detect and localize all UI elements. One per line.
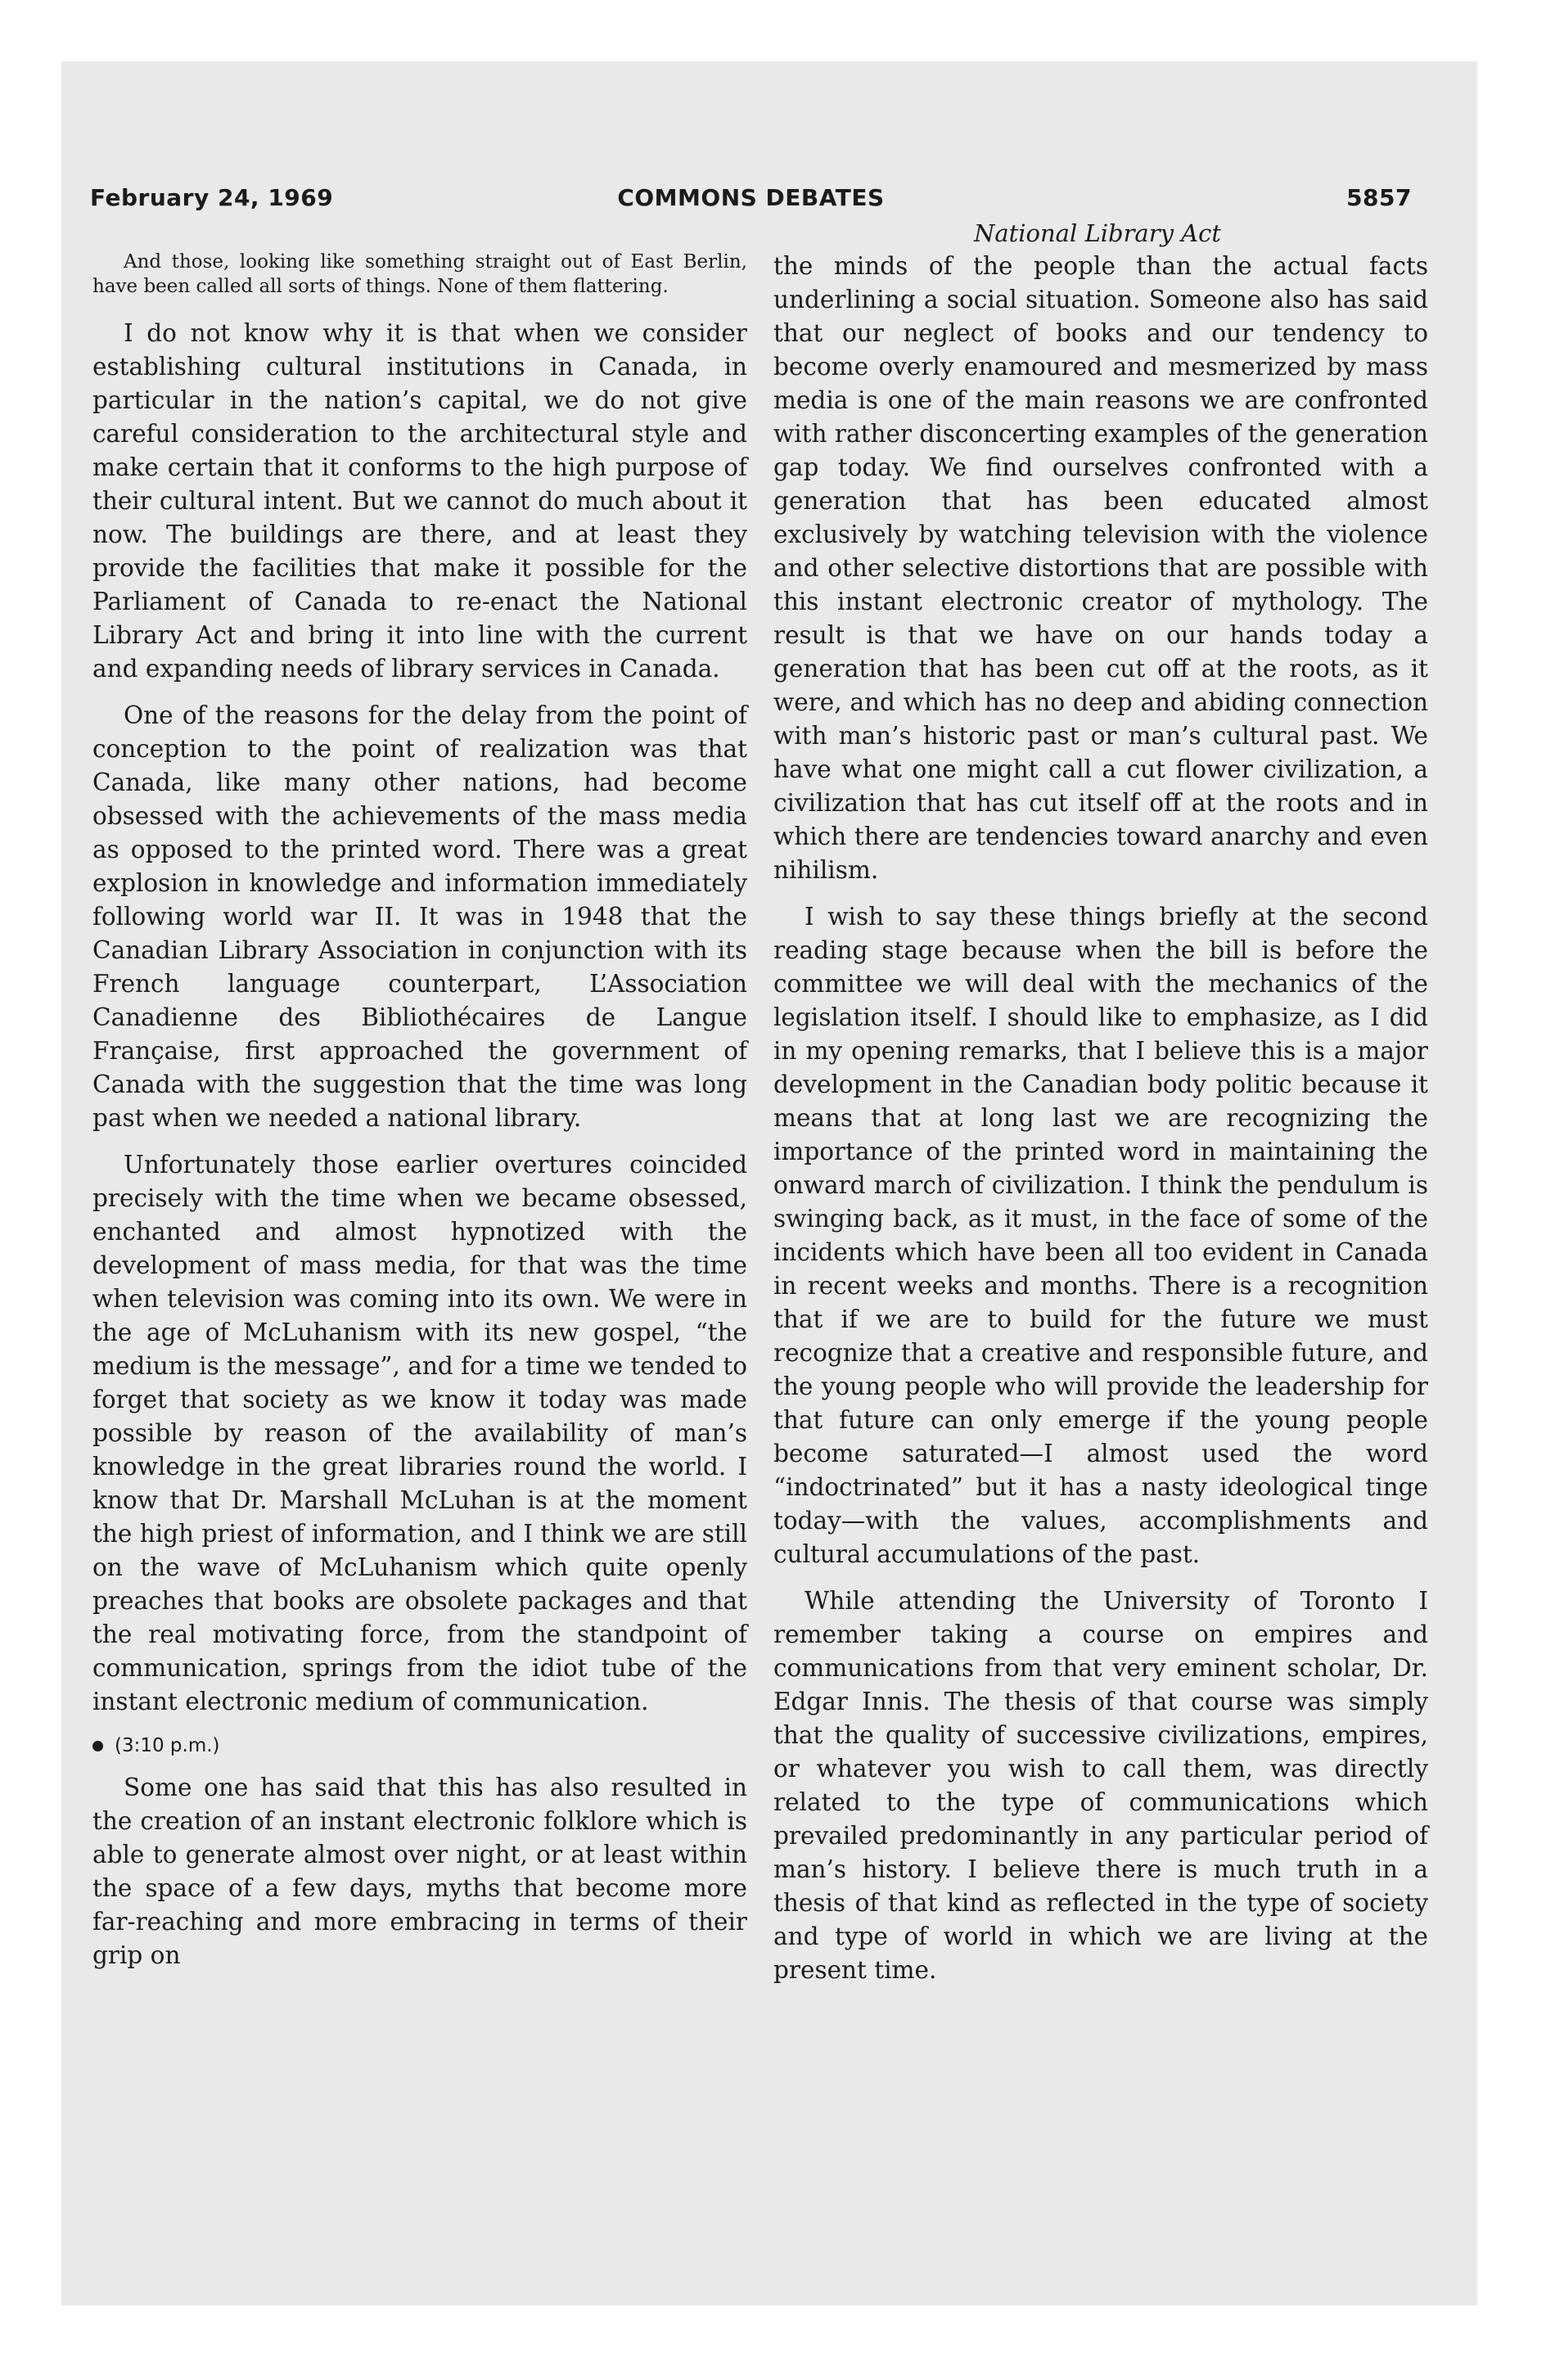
- right-paragraph-1: the minds of the people than the actual facts underlining a social situation. Someone also has said that our neglect of books and our tendency to become overly enamoured and mesmerized by mass media is one of the main reasons we are confronted with rather disconcerting examples of the generation gap today. We find ourselves confronted with a generation that has been educated almost exclusively by watching television with the violence and other selective distortions that are possible with this instant electronic creator of mythology. The result is that we have on our hands today a generation that has been cut off at the roots, as it were, and which has no deep and abiding connection with man’s historic past or man’s cultural past. We have what one might call a cut flower civilization, a civilization that has cut itself off at the roots and in which there are tendencies toward anarchy and even nihilism.: [773, 252, 1429, 884]
- page-header: [90, 184, 1412, 217]
- header-journal-title: COMMONS DEBATES: [617, 184, 885, 211]
- right-column: [773, 250, 1428, 2000]
- header-date: February 24, 1969: [90, 184, 334, 211]
- section-title: National Library Act: [973, 219, 1222, 247]
- header-page-number: 5857: [1346, 184, 1412, 211]
- time-marker-text: (3:10 p.m.): [115, 1735, 220, 1756]
- left-column: [92, 250, 747, 1986]
- bullet-icon: [92, 1741, 103, 1751]
- right-paragraph-2: I wish to say these things briefly at the second reading stage because when the bill is before the committee we will deal with the mechanics of the legislation itself. I should like to emphasize, as I did in my opening remarks, that I believe this is a major development in the Canadian body politic because it means that at long last we are recognizing the importance of the printed word in maintaining the onward march of civilization. I think the pendulum is swinging back, as it must, in the face of some of the incidents which have been all too evident in Canada in recent weeks and months. There is a recognition that if we are to build for the future we must recognize that a creative and responsible future, and the young people who will provide the leadership for that future can only emerge if the young people become saturated—I almost used the word “indoctrinated” but it has a nasty ideological tinge today—with the values, accomplishments and cultural accumulations of the past.: [773, 903, 1428, 1568]
- left-paragraph-3: Unfortunately those earlier overtures coincided precisely with the time when we became obsessed, enchanted and almost hypnotized with the development of mass media, for that was the time when television was coming into its own. We were in the age of McLuhanism with its new gospel, “the medium is the message”, and for a time we tended to forget that society as we know it today was made possible by reason of the availability of man’s knowledge in the great libraries round the world. I know that Dr. Marshall McLuhan is at the moment the high priest of information, and I think we are still on the wave of McLuhanism which quite openly preaches that books are obsolete packages and that the real motivating force, from the standpoint of communication, springs from the idiot tube of the instant electronic medium of communication.: [92, 1151, 747, 1715]
- left-paragraph-1: I do not know why it is that when we consider establishing cultural institutions in Canada, in particular in the nation’s capital, we do not give careful consideration to the architectural style and make certain that it conforms to the high purpose of their cultural intent. But we cannot do much about it now. The buildings are there, and at least they provide the facilities that make it possible for the Parliament of Canada to re-enact the National Library Act and bring it into line with the current and expanding needs of library services in Canada.: [92, 319, 747, 683]
- left-paragraph-4: Some one has said that this has also resulted in the creation of an instant electronic folklore which is able to generate almost over night, or at least within the space of a few days, myths that become more far-reaching and more embracing in terms of their grip on: [92, 1774, 747, 1969]
- time-marker: [92, 1732, 747, 1760]
- right-paragraph-3: While attending the University of Toronto I remember taking a course on empires and communications from that very eminent scholar, Dr. Edgar Innis. The thesis of that course was simply that the quality of successive civilizations, empires, or whatever you wish to call them, was directly related to the type of communications which prevailed predominantly in any particular period of man’s history. I believe there is much truth in a thesis of that kind as reflected in the type of society and type of world in which we are living at the present time.: [773, 1587, 1428, 1984]
- intro-paragraph: And those, looking like something straight out of East Berlin, have been called all sorts of things. None of them flattering.: [92, 251, 747, 297]
- left-paragraph-2: One of the reasons for the delay from the point of conception to the point of realization was that Canada, like many other nations, had become obsessed with the achievements of the mass media as opposed to the printed word. There was a great explosion in knowledge and information immediately following world war II. It was in 1948 that the Canadian Library Association in conjunction with its French language counterpart, L’Association Canadienne des Bibliothécaires de Langue Française, first approached the government of Canada with the suggestion that the time was long past when we needed a national library.: [92, 701, 747, 1132]
